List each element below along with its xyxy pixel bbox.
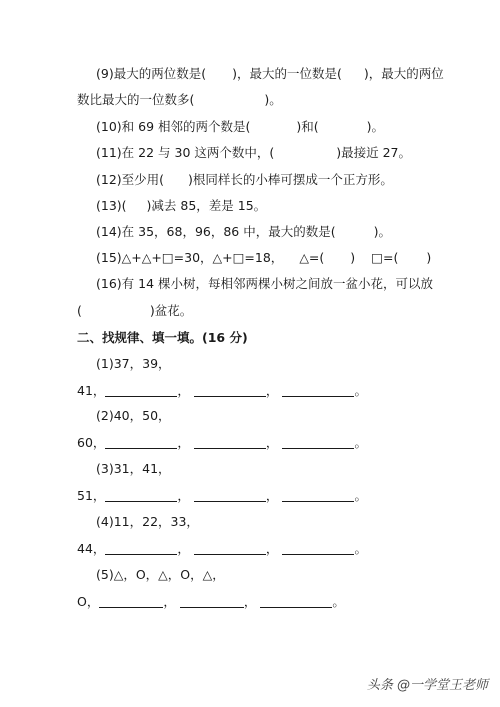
- answer-underline[interactable]: [282, 384, 354, 397]
- answer-underline[interactable]: [282, 489, 354, 502]
- pattern-5-given: (5)△，O，△，O，△，: [96, 567, 225, 582]
- answer-underline[interactable]: [105, 542, 177, 555]
- answer-underline[interactable]: [194, 436, 266, 449]
- answer-underline[interactable]: [105, 384, 177, 397]
- pattern-4-given: (4)11，22，33，: [96, 514, 199, 529]
- pattern-3-answers: 51， ， ， 。: [77, 488, 367, 503]
- answer-underline[interactable]: [99, 595, 163, 608]
- answer-underline[interactable]: [194, 384, 266, 397]
- question-16-line-1: (16)有 14 棵小树，每相邻两棵小树之间放一盆小花，可以放: [96, 276, 434, 291]
- answer-underline[interactable]: [282, 436, 354, 449]
- question-9-line-1: (9)最大的两位数是( )，最大的一位数是( )，最大的两位: [96, 66, 444, 81]
- answer-underline[interactable]: [194, 542, 266, 555]
- pattern-1-answers: 41， ， ， 。: [77, 383, 367, 398]
- pattern-5-answers: O， ， ， 。: [77, 594, 345, 609]
- question-16-line-2: ( )盆花。: [77, 303, 193, 318]
- answer-underline[interactable]: [260, 595, 332, 608]
- pattern-1-given: (1)37，39，: [96, 356, 171, 371]
- answer-underline[interactable]: [105, 489, 177, 502]
- question-9-line-2: 数比最大的一位数多( )。: [77, 92, 282, 107]
- question-12: (12)至少用( )根同样长的小棒可摆成一个正方形。: [96, 172, 393, 187]
- pattern-4-answers: 44， ， ， 。: [77, 541, 367, 556]
- answer-underline[interactable]: [194, 489, 266, 502]
- question-13: (13)( )减去 85，差是 15。: [96, 198, 267, 213]
- watermark: [367, 674, 488, 693]
- question-15: (15)△+△+□=30，△+□=18， △=( ) □=( ): [96, 250, 432, 265]
- pattern-2-answers: 60， ， ， 。: [77, 435, 367, 450]
- watermark-text: 头条 @一学堂王老师: [366, 678, 488, 693]
- section-2-title: 二、找规律、填一填。(16 分): [77, 330, 248, 345]
- pattern-2-given: (2)40，50，: [96, 408, 171, 423]
- question-10: (10)和 69 相邻的两个数是( )和( )。: [96, 119, 385, 134]
- answer-underline[interactable]: [180, 595, 244, 608]
- question-14: (14)在 35，68，96，86 中，最大的数是( )。: [96, 224, 391, 239]
- answer-underline[interactable]: [105, 436, 177, 449]
- answer-underline[interactable]: [282, 542, 354, 555]
- question-11: (11)在 22 与 30 这两个数中，( )最接近 27。: [96, 145, 412, 160]
- pattern-3-given: (3)31，41，: [96, 461, 171, 476]
